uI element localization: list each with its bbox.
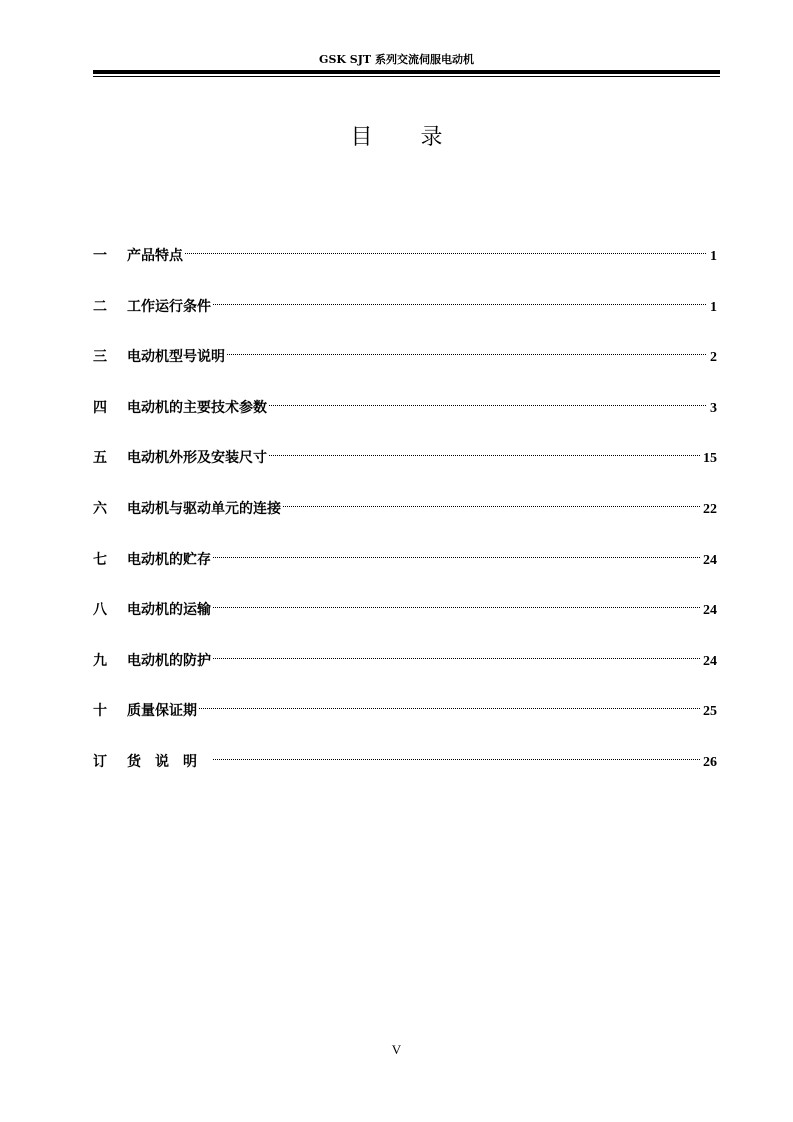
toc-entry-number: 五 (93, 450, 107, 467)
toc-dot-leader (213, 303, 706, 305)
toc-list (93, 244, 717, 801)
toc-entry-page: 24 (703, 603, 717, 619)
toc-entry[interactable] (93, 295, 717, 320)
toc-dot-leader (269, 404, 706, 406)
toc-entry-page: 2 (710, 350, 717, 366)
toc-entry-label: 电动机型号说明 (127, 349, 225, 366)
toc-entry-number: 一 (93, 248, 107, 264)
header-rule-thick (93, 70, 720, 74)
toc-entry-label: 质量保证期 (127, 703, 197, 720)
toc-entry[interactable] (93, 649, 717, 674)
toc-dot-leader (185, 252, 706, 254)
toc-entry-label: 电动机的主要技术参数 (127, 399, 267, 416)
toc-entry[interactable] (93, 548, 717, 573)
toc-dot-leader (283, 505, 700, 507)
toc-entry[interactable] (93, 750, 717, 775)
toc-entry-number: 十 (93, 703, 107, 720)
toc-dot-leader (213, 556, 700, 558)
toc-entry-page: 1 (710, 299, 717, 315)
toc-entry-page: 26 (703, 754, 717, 770)
toc-entry[interactable] (93, 396, 717, 421)
toc-entry-number: 六 (93, 500, 107, 517)
toc-entry-label: 电动机与驱动单元的连接 (127, 500, 281, 517)
toc-entry-number: 四 (93, 399, 107, 416)
toc-entry-page: 3 (710, 400, 717, 416)
toc-entry[interactable] (93, 497, 717, 522)
header-rule-thin (93, 76, 720, 77)
toc-entry-page: 24 (703, 552, 717, 568)
toc-title: 目录 (350, 125, 491, 150)
toc-entry-label: 电动机的贮存 (127, 551, 211, 568)
toc-entry-page: 15 (703, 451, 717, 467)
toc-entry-label: 产品特点 (127, 248, 183, 264)
toc-dot-leader (227, 353, 706, 355)
toc-entry-page: 24 (703, 653, 717, 669)
toc-entry[interactable] (93, 244, 717, 269)
toc-entry-number: 三 (93, 349, 107, 366)
toc-entry-label: 工作运行条件 (127, 298, 211, 315)
toc-dot-leader (269, 454, 700, 456)
toc-entry[interactable] (93, 699, 717, 724)
toc-entry-number: 八 (93, 602, 107, 619)
toc-entry-number: 七 (93, 551, 107, 568)
toc-entry-page: 22 (703, 501, 717, 517)
toc-entry-page: 1 (710, 249, 717, 264)
page-number: V (391, 1042, 402, 1057)
toc-entry-number: 二 (93, 298, 107, 315)
toc-entry[interactable] (93, 345, 717, 370)
toc-entry-number: 订 (93, 753, 107, 770)
toc-entry-label: 电动机的运输 (127, 602, 211, 619)
toc-entry-label: 货说明 (127, 753, 211, 770)
toc-dot-leader (213, 606, 700, 608)
running-header-title: GSK SJT 系列交流伺服电动机 (319, 53, 474, 66)
toc-entry-number: 九 (93, 652, 107, 669)
toc-entry[interactable] (93, 598, 717, 623)
toc-dot-leader (213, 657, 700, 659)
toc-entry-label: 电动机外形及安装尺寸 (127, 450, 267, 467)
toc-entry-label: 电动机的防护 (127, 652, 211, 669)
toc-entry[interactable] (93, 446, 717, 471)
toc-dot-leader (199, 707, 700, 709)
toc-dot-leader (213, 758, 700, 760)
toc-entry-page: 25 (703, 704, 717, 720)
